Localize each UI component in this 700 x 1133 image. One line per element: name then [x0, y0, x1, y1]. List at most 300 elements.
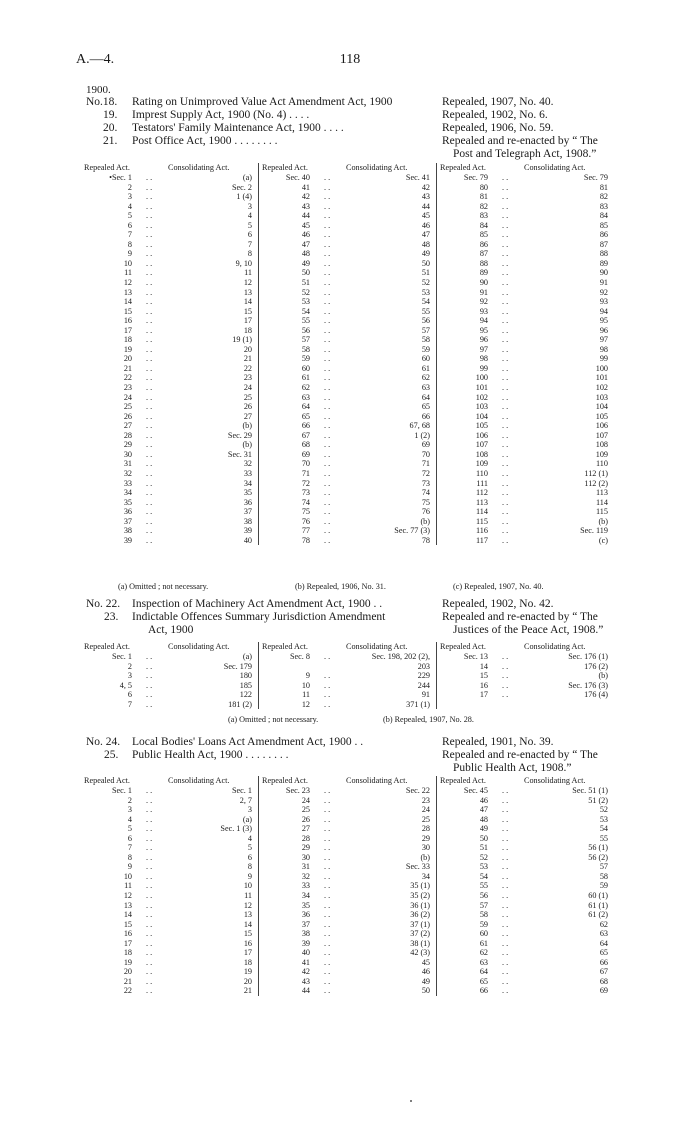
- consolidating-section: Sec. 51 (1): [572, 786, 608, 795]
- repealed-section: 25: [123, 402, 132, 412]
- repealed-section: 12: [123, 891, 132, 901]
- repealed-section: 107: [475, 440, 488, 450]
- leader-dots: . .: [502, 297, 509, 307]
- leader-dots: . .: [146, 354, 153, 364]
- table-row: [440, 459, 612, 469]
- leader-dots: . .: [324, 459, 331, 469]
- table-row: [262, 326, 434, 336]
- table-row: [440, 815, 612, 825]
- consolidating-section: 34: [421, 871, 430, 881]
- act-title: Local Bodies' Loans Act Amendment Act, 1900 . .: [132, 736, 364, 748]
- act-title: Indictable Offences Summary Jurisdiction Amendment: [132, 611, 386, 623]
- table-row: [440, 230, 612, 240]
- repealed-section: 42: [301, 192, 310, 202]
- consolidating-section: 112 (2): [584, 478, 608, 488]
- consolidating-section: 17: [243, 948, 252, 958]
- consolidating-section: 55: [421, 306, 430, 316]
- repealed-section: 71: [301, 468, 310, 478]
- consolidating-section: 43: [421, 192, 430, 202]
- act-disposition: Public Health Act, 1908.”: [453, 762, 572, 774]
- repealed-section: 20: [123, 967, 132, 977]
- repealed-section: 62: [301, 383, 310, 393]
- consolidating-section: 66: [421, 411, 430, 421]
- leader-dots: . .: [502, 258, 509, 268]
- table-row: [262, 240, 434, 250]
- consolidating-section: 9: [247, 871, 252, 881]
- consolidating-section: 64: [421, 392, 430, 402]
- consolidating-section: 5: [247, 843, 252, 853]
- leader-dots: . .: [502, 786, 509, 795]
- leader-dots: . .: [502, 287, 509, 297]
- table-row: [262, 345, 434, 355]
- consolidating-section: 185: [239, 680, 252, 690]
- consolidating-section: 97: [599, 335, 608, 345]
- repealed-section: 38: [123, 526, 132, 536]
- table-row: [262, 316, 434, 326]
- consolidating-section: 65: [421, 402, 430, 412]
- consolidating-section: 176 (2): [584, 661, 608, 671]
- table-row: [440, 498, 612, 508]
- leader-dots: . .: [502, 516, 509, 526]
- leader-dots: . .: [324, 986, 331, 996]
- leader-dots: . .: [502, 843, 509, 853]
- repealed-section: 34: [301, 891, 310, 901]
- leader-dots: . .: [324, 938, 331, 948]
- table-row: [262, 662, 434, 672]
- repealed-section: 39: [123, 535, 132, 545]
- table-row: [84, 479, 256, 489]
- consolidating-section: 91: [599, 278, 608, 288]
- repealed-section: 114: [476, 507, 488, 517]
- act-number: 20.: [103, 122, 118, 134]
- repealed-section: 46: [479, 795, 488, 805]
- repealed-section: 49: [479, 824, 488, 834]
- consolidating-section: 19: [243, 967, 252, 977]
- consolidating-section: 82: [599, 192, 608, 202]
- leader-dots: . .: [146, 201, 153, 211]
- column-divider: [436, 642, 437, 709]
- table-row: [84, 967, 256, 977]
- repealed-section: 11: [302, 690, 310, 700]
- consolidating-section: Sec. 31: [227, 449, 252, 459]
- leader-dots: . .: [502, 182, 509, 192]
- leader-dots: . .: [146, 824, 153, 834]
- leader-dots: . .: [324, 929, 331, 939]
- table-row: [440, 939, 612, 949]
- leader-dots: . .: [146, 661, 153, 671]
- column-header: [84, 642, 256, 652]
- leader-dots: . .: [324, 680, 331, 690]
- consolidating-section: 3: [247, 201, 252, 211]
- table-column-group: [84, 776, 256, 996]
- repealed-section: 76: [301, 516, 310, 526]
- consolidating-section: 100: [595, 363, 608, 373]
- consolidating-section: 42: [421, 182, 430, 192]
- repealed-section: 53: [301, 297, 310, 307]
- repealed-section: 29: [301, 843, 310, 853]
- repealed-section: 18: [123, 335, 132, 345]
- consolidating-section: 14: [243, 919, 252, 929]
- consolidating-section: 59: [421, 344, 430, 354]
- leader-dots: . .: [502, 278, 509, 288]
- table-row: [440, 421, 612, 431]
- consolidating-section: 18: [243, 325, 252, 335]
- column-divider: [258, 163, 259, 545]
- table-row: [84, 421, 256, 431]
- table-row: [84, 834, 256, 844]
- consolidating-section: Sec. 77 (3): [394, 526, 430, 536]
- table-row: [84, 901, 256, 911]
- consolidating-section: 63: [421, 383, 430, 393]
- repealed-section: 63: [301, 392, 310, 402]
- consolidating-section: 66: [599, 957, 608, 967]
- consolidating-section: 99: [599, 354, 608, 364]
- column-header: [262, 163, 434, 173]
- leader-dots: . .: [324, 344, 331, 354]
- leader-dots: . .: [324, 814, 331, 824]
- consolidating-section: 88: [599, 249, 608, 259]
- repealed-section: 29: [123, 440, 132, 450]
- table-row: [262, 249, 434, 259]
- table-row: [84, 278, 256, 288]
- consolidating-section: 59: [599, 881, 608, 891]
- leader-dots: . .: [324, 671, 331, 681]
- table-row: [84, 249, 256, 259]
- table-row: [440, 967, 612, 977]
- repealed-section: Sec. 13: [463, 652, 488, 661]
- leader-dots: . .: [502, 833, 509, 843]
- table-row: [84, 671, 256, 681]
- repealed-section: 50: [301, 268, 310, 278]
- repealed-section: 33: [301, 881, 310, 891]
- table-row: [440, 986, 612, 996]
- table-row: [84, 316, 256, 326]
- table-row: [262, 173, 434, 183]
- leader-dots: . .: [324, 297, 331, 307]
- table-row: [84, 192, 256, 202]
- consolidating-section: 40: [243, 535, 252, 545]
- leader-dots: . .: [502, 192, 509, 202]
- consolidating-section: 6: [247, 852, 252, 862]
- consolidating-section: 47: [421, 230, 430, 240]
- table-row: [440, 259, 612, 269]
- consolidating-section: 44: [421, 201, 430, 211]
- leader-dots: . .: [146, 440, 153, 450]
- table-row: [84, 354, 256, 364]
- table-column-group: [262, 163, 434, 545]
- consolidating-section: 101: [595, 373, 608, 383]
- leader-dots: . .: [324, 173, 331, 182]
- consolidating-section: 90: [599, 268, 608, 278]
- repealed-section: 41: [301, 182, 310, 192]
- table-row: [262, 891, 434, 901]
- repealed-section: 52: [301, 287, 310, 297]
- leader-dots: . .: [146, 316, 153, 326]
- leader-dots: . .: [146, 430, 153, 440]
- leader-dots: . .: [502, 306, 509, 316]
- table-row: [262, 412, 434, 422]
- leader-dots: . .: [502, 449, 509, 459]
- table-row: [262, 183, 434, 193]
- consolidating-section: 91: [421, 690, 430, 700]
- consolidating-section: (b): [242, 440, 252, 450]
- leader-dots: . .: [146, 507, 153, 517]
- leader-dots: . .: [502, 881, 509, 891]
- consolidating-section: 30: [421, 843, 430, 853]
- table-row: [84, 488, 256, 498]
- consolidating-section: 8: [247, 862, 252, 872]
- consolidating-section: 42 (3): [410, 948, 430, 958]
- repealed-section: 93: [479, 306, 488, 316]
- table-column-group: [84, 163, 256, 545]
- repealed-section: 112: [476, 488, 488, 498]
- table-row: [84, 230, 256, 240]
- column-divider: [436, 776, 437, 996]
- consolidating-act-header: Consolidating Act.: [346, 776, 408, 785]
- repealed-section: 66: [479, 986, 488, 996]
- repealed-section: 30: [301, 852, 310, 862]
- repealed-section: 75: [301, 507, 310, 517]
- repealed-section: 92: [479, 297, 488, 307]
- leader-dots: . .: [502, 325, 509, 335]
- consolidating-section: 110: [596, 459, 608, 469]
- consolidating-section: Sec. 119: [580, 526, 608, 536]
- repealed-section: •Sec. 1: [109, 173, 132, 182]
- table-row: [440, 373, 612, 383]
- leader-dots: . .: [146, 278, 153, 288]
- repealed-section: 52: [479, 852, 488, 862]
- repealed-section: 32: [301, 871, 310, 881]
- leader-dots: . .: [146, 297, 153, 307]
- leader-dots: . .: [146, 392, 153, 402]
- table-row: [84, 402, 256, 412]
- table-row: [84, 700, 256, 710]
- leader-dots: . .: [502, 661, 509, 671]
- act-title: Imprest Supply Act, 1900 (No. 4) . . . .: [132, 109, 310, 121]
- leader-dots: . .: [146, 526, 153, 536]
- repealed-section: 7: [127, 230, 132, 240]
- consolidating-section: 25: [421, 814, 430, 824]
- table-row: [262, 986, 434, 996]
- consolidating-section: 81: [599, 182, 608, 192]
- table-row: [440, 681, 612, 691]
- repealed-section: 105: [475, 421, 488, 431]
- leader-dots: . .: [324, 516, 331, 526]
- table-row: [84, 373, 256, 383]
- leader-dots: . .: [324, 306, 331, 316]
- consolidating-section: 58: [421, 335, 430, 345]
- repealed-section: 58: [301, 344, 310, 354]
- leader-dots: . .: [146, 814, 153, 824]
- leader-dots: . .: [502, 938, 509, 948]
- consolidating-section: 229: [417, 671, 430, 681]
- leader-dots: . .: [146, 497, 153, 507]
- table-row: [262, 335, 434, 345]
- leader-dots: . .: [146, 976, 153, 986]
- consolidating-section: Sec. 176 (3): [568, 680, 608, 690]
- repealed-section: 9: [305, 671, 310, 681]
- repealed-section: 16: [123, 929, 132, 939]
- table-row: [84, 335, 256, 345]
- consolidating-section: 51 (2): [588, 795, 608, 805]
- repealed-section: Sec. 40: [285, 173, 310, 182]
- leader-dots: . .: [502, 805, 509, 815]
- repealed-section: 27: [123, 421, 132, 431]
- table-row: [84, 986, 256, 996]
- consolidating-section: 64: [599, 938, 608, 948]
- consolidating-section: 113: [596, 488, 608, 498]
- repealed-act-header: Repealed Act.: [440, 642, 486, 651]
- consolidating-section: 57: [599, 862, 608, 872]
- table-row: [84, 536, 256, 546]
- repealed-section: 49: [301, 258, 310, 268]
- leader-dots: . .: [502, 957, 509, 967]
- table-row: [84, 796, 256, 806]
- table-row: [84, 240, 256, 250]
- table-column-group: [440, 163, 612, 545]
- table-row: [84, 662, 256, 672]
- table-row: [262, 786, 434, 796]
- act-number: No. 24.: [86, 736, 121, 748]
- column-header: [262, 776, 434, 786]
- table-row: [440, 690, 612, 700]
- leader-dots: . .: [146, 239, 153, 249]
- repealed-section: 117: [476, 535, 488, 545]
- consolidating-section: 17: [243, 316, 252, 326]
- consolidating-section: 107: [595, 430, 608, 440]
- repealed-section: 81: [479, 192, 488, 202]
- repealed-section: 113: [476, 497, 488, 507]
- table-row: [84, 843, 256, 853]
- repealed-section: 94: [479, 316, 488, 326]
- table-row: [440, 307, 612, 317]
- column-header: [440, 163, 612, 173]
- table-row: [262, 958, 434, 968]
- leader-dots: . .: [146, 402, 153, 412]
- consolidating-section: 96: [599, 325, 608, 335]
- table-row: [440, 383, 612, 393]
- leader-dots: . .: [502, 440, 509, 450]
- consolidating-section: 7: [247, 239, 252, 249]
- repealed-section: 96: [479, 335, 488, 345]
- leader-dots: . .: [502, 402, 509, 412]
- consolidating-section: 180: [239, 671, 252, 681]
- leader-dots: . .: [324, 182, 331, 192]
- table-row: [262, 690, 434, 700]
- repealed-section: 72: [301, 478, 310, 488]
- consolidating-section: 46: [421, 220, 430, 230]
- consolidating-act-header: Consolidating Act.: [168, 642, 230, 651]
- leader-dots: . .: [146, 182, 153, 192]
- consolidating-section: 32: [243, 459, 252, 469]
- leader-dots: . .: [146, 258, 153, 268]
- consolidating-section: 4: [247, 211, 252, 221]
- table-row: [440, 958, 612, 968]
- repealed-section: 16: [123, 316, 132, 326]
- leader-dots: . .: [146, 220, 153, 230]
- table-row: [262, 901, 434, 911]
- act-disposition: Repealed, 1902, No. 42.: [442, 598, 554, 610]
- leader-dots: . .: [146, 690, 153, 700]
- repealed-section: 16: [479, 680, 488, 690]
- consolidating-section: 39: [243, 526, 252, 536]
- consolidating-section: 56 (1): [588, 843, 608, 853]
- leader-dots: . .: [324, 468, 331, 478]
- repealed-act-header: Repealed Act.: [440, 776, 486, 785]
- table-row: [440, 326, 612, 336]
- table-row: [262, 948, 434, 958]
- repealed-section: 87: [479, 249, 488, 259]
- consolidating-section: 15: [243, 306, 252, 316]
- leader-dots: . .: [146, 383, 153, 393]
- repealed-section: 56: [301, 325, 310, 335]
- leader-dots: . .: [324, 526, 331, 536]
- repealed-section: 4, 5: [119, 680, 132, 690]
- repealed-section: 10: [123, 871, 132, 881]
- leader-dots: . .: [324, 976, 331, 986]
- consolidating-section: 102: [595, 383, 608, 393]
- table-row: [440, 297, 612, 307]
- table-row: [84, 431, 256, 441]
- table-row: [262, 202, 434, 212]
- table-column-group: [84, 642, 256, 709]
- act-disposition: Repealed, 1902, No. 6.: [442, 109, 548, 121]
- repealed-section: 89: [479, 268, 488, 278]
- consolidating-section: 20: [243, 976, 252, 986]
- table-row: [84, 939, 256, 949]
- leader-dots: . .: [502, 871, 509, 881]
- consolidating-section: 56: [421, 316, 430, 326]
- table-row: [262, 230, 434, 240]
- repealed-section: 33: [123, 478, 132, 488]
- repealed-section: 7: [127, 699, 132, 709]
- consolidating-section: 371 (1): [406, 699, 430, 709]
- table-row: [440, 536, 612, 546]
- act-disposition: Repealed, 1901, No. 39.: [442, 736, 554, 748]
- consolidating-section: (b): [420, 516, 430, 526]
- leader-dots: . .: [324, 881, 331, 891]
- consolidating-section: 62: [421, 373, 430, 383]
- repealed-act-header: Repealed Act.: [262, 776, 308, 785]
- repealed-section: 101: [475, 383, 488, 393]
- leader-dots: . .: [324, 239, 331, 249]
- repealed-section: 26: [123, 411, 132, 421]
- table-row: [440, 431, 612, 441]
- table-row: [440, 834, 612, 844]
- leader-dots: . .: [146, 173, 153, 182]
- table-row: [262, 796, 434, 806]
- leader-dots: . .: [324, 449, 331, 459]
- repealed-section: 17: [123, 325, 132, 335]
- repealed-section: 51: [301, 278, 310, 288]
- act-number: 23.: [104, 611, 119, 623]
- repealed-section: 59: [479, 919, 488, 929]
- column-header: [84, 776, 256, 786]
- table-row: [440, 211, 612, 221]
- leader-dots: . .: [146, 488, 153, 498]
- consolidating-section: 52: [421, 278, 430, 288]
- consolidating-section: 24: [421, 805, 430, 815]
- leader-dots: . .: [502, 814, 509, 824]
- leader-dots: . .: [502, 862, 509, 872]
- consolidating-section: 70: [421, 449, 430, 459]
- repealed-section: 64: [301, 402, 310, 412]
- consolidating-section: 12: [243, 278, 252, 288]
- table-row: [84, 958, 256, 968]
- consolidating-section: 20: [243, 344, 252, 354]
- table-row: [262, 526, 434, 536]
- consolidating-section: 53: [421, 287, 430, 297]
